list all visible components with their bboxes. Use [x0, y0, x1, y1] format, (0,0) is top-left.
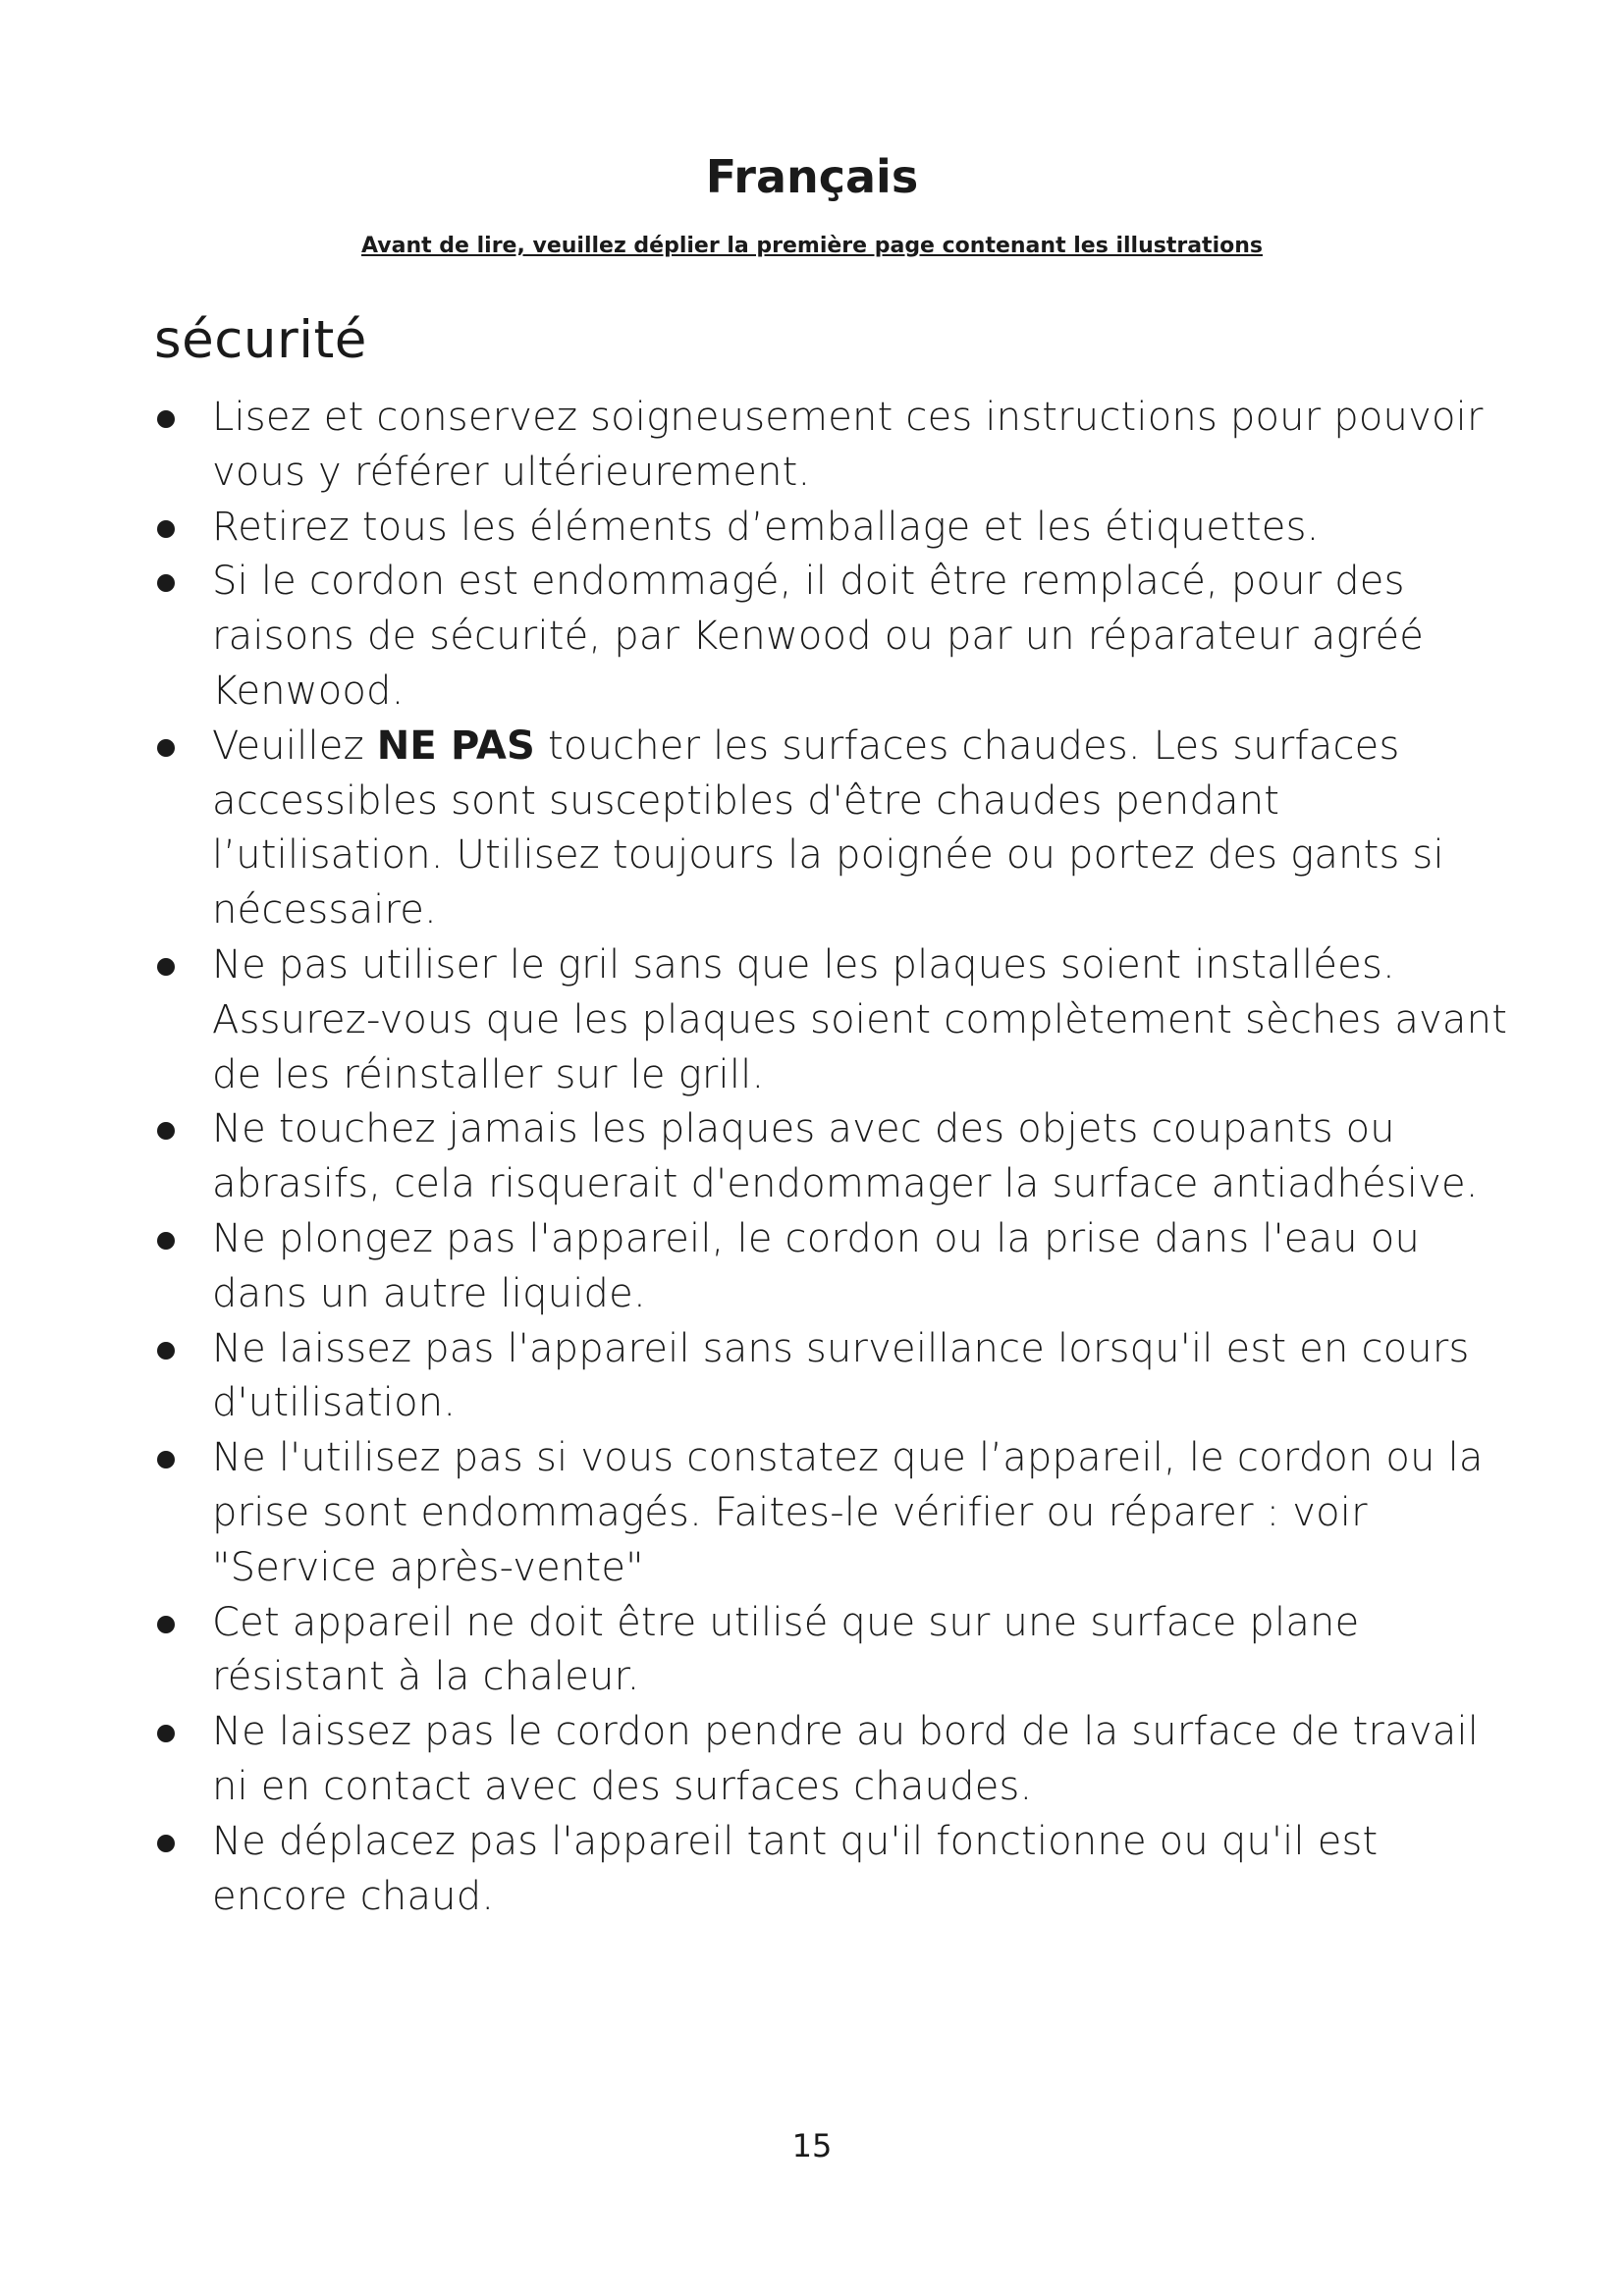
bullet-icon: [157, 1232, 175, 1250]
bullet-icon: [157, 1122, 175, 1140]
safety-item-text: Ne laissez pas le cordon pendre au bord de la surface de travail ni en contact avec des surfaces chaudes.: [212, 1709, 1480, 1809]
safety-item-10: [147, 1596, 1522, 1706]
bullet-icon: [157, 1342, 175, 1360]
safety-item-3: [147, 555, 1522, 719]
bullet-icon: [157, 410, 175, 428]
safety-instructions-list: [147, 391, 1522, 1924]
safety-item-12: [147, 1815, 1522, 1925]
safety-item-text: Si le cordon est endommagé, il doit être remplacé, pour des raisons de sécurité, par Kenwood ou par un réparateur agréé Kenwood.: [212, 559, 1425, 714]
bullet-icon: [157, 1835, 175, 1852]
safety-item-text: Ne déplacez pas l'appareil tant qu'il fonctionne ou qu'il est encore chaud.: [212, 1818, 1379, 1919]
safety-item-5: [147, 938, 1522, 1102]
safety-item-6: [147, 1102, 1522, 1212]
safety-item-text-post: toucher les surfaces chaudes. Les surfaces accessibles sont susceptibles d'être chaudes pendant l’utilisation. Utilisez toujours la poignée ou portez des gants si nécessaire.: [212, 722, 1444, 934]
bullet-icon: [157, 958, 175, 976]
bullet-icon: [157, 574, 175, 592]
bullet-icon: [157, 520, 175, 538]
safety-item-text-pre: Veuillez: [212, 722, 377, 769]
safety-item-2: [147, 501, 1522, 556]
bullet-icon: [157, 1616, 175, 1633]
safety-item-8: [147, 1322, 1522, 1432]
safety-item-text: Retirez tous les éléments d’emballage et les étiquettes.: [212, 504, 1320, 550]
safety-item-text: Ne pas utiliser le gril sans que les plaques soient installées. Assurez-vous que les plaques soient complètement sèches avant de les réinstaller sur le grill.: [212, 941, 1508, 1097]
section-heading-safety: sécurité: [154, 310, 367, 370]
safety-item-9: [147, 1431, 1522, 1595]
bullet-icon: [157, 1725, 175, 1742]
safety-item-text: Ne plongez pas l'appareil, le cordon ou la prise dans l'eau ou dans un autre liquide.: [212, 1215, 1420, 1316]
safety-item-1: [147, 391, 1522, 501]
language-title: Français: [705, 150, 919, 203]
page-number: 15: [791, 2127, 833, 2164]
safety-item-text: Ne touchez jamais les plaques avec des objets coupants ou abrasifs, cela risquerait d'endommager la surface antiadhésive.: [212, 1106, 1479, 1207]
safety-item-7: [147, 1212, 1522, 1322]
safety-item-text: Ne l'utilisez pas si vous constatez que l’appareil, le cordon ou la prise sont endommagés. Faites-le vérifier ou réparer : voir "Service après-vente": [212, 1435, 1484, 1590]
bullet-icon: [157, 1451, 175, 1468]
safety-item-text: Cet appareil ne doit être utilisé que sur une surface plane résistant à la chaleur.: [212, 1599, 1360, 1700]
safety-item-emphasis: NE PAS: [376, 722, 536, 769]
fold-out-notice: Avant de lire, veuillez déplier la première page contenant les illustrations: [361, 234, 1263, 258]
safety-item-11: [147, 1705, 1522, 1815]
safety-item-text: Lisez et conservez soigneusement ces instructions pour pouvoir vous y référer ultérieurement.: [212, 395, 1484, 495]
bullet-icon: [157, 739, 175, 757]
safety-item-text: Ne laissez pas l'appareil sans surveillance lorsqu'il est en cours d'utilisation.: [212, 1325, 1470, 1426]
safety-item-4: [147, 720, 1522, 938]
